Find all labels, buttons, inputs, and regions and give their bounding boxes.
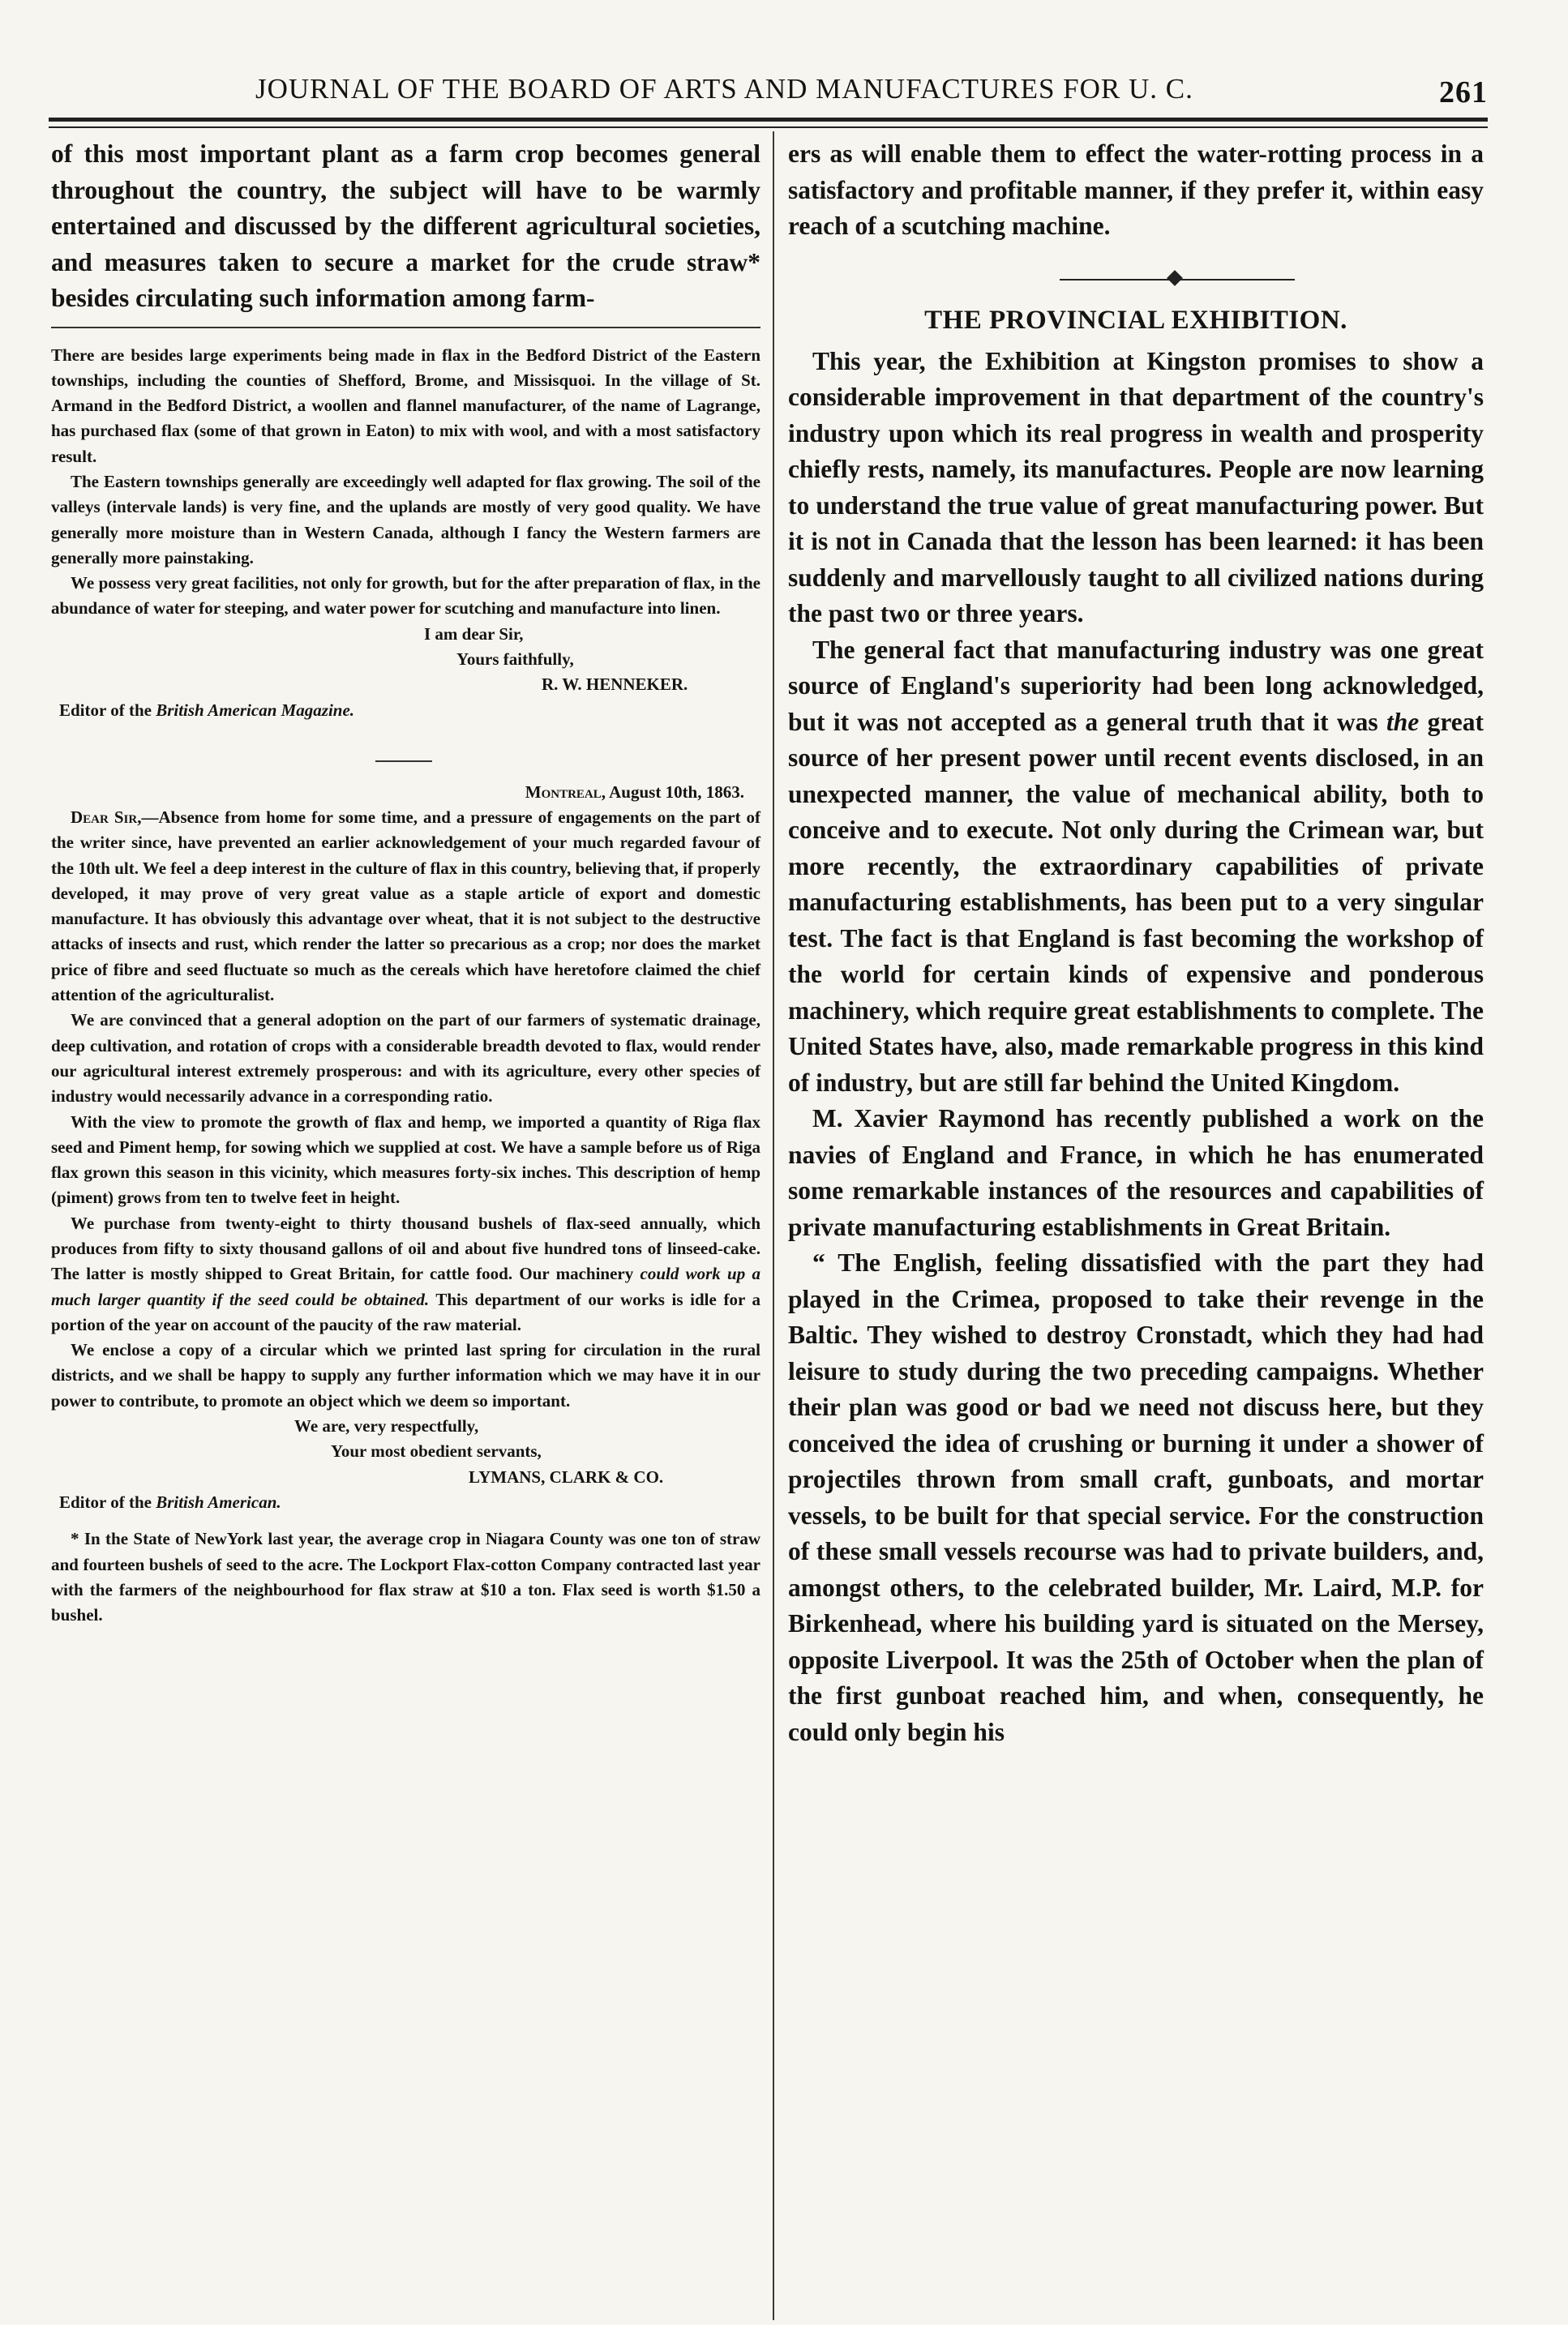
exhibition-paragraph-4: “ The English, feeling dissatisfied with the part they had played in the Crimea, proposed to take their revenge in the Baltic. They wished to destroy Cronstadt, which they had had leisure to study during the two preceding campaigns. Whether their plan was good or bad we need not discuss here, but they conceived the idea of crushing or burning it under a shower of projectiles thrown from small craft, gunboats, and mortar vessels, to be built for that special service. For the construction of these small vessels recourse was had to private builders, and, amongst others, to the celebrated builder, Mr. Laird, M.P. for Birkenhead, where his building yard is situated on the Mersey, opposite Liverpool. It was the 25th of October when the plan of the first gunboat reached him, and when, consequently, he could only begin his xyxy=(788,1248,1484,1746)
right-column xyxy=(788,136,1484,1750)
letter2-paragraph-1: Dear Sir,—Absence from home for some time, and a pressure of engagements on the part of the writer since, have prevented an earlier acknowledgement of your much regarded favour of the 10th ult. We feel a deep interest in the culture of flax in this country, believing that, if properly developed, it may prove of very great value as a staple article of export and domestic manufacture. It has obviously this advantage over wheat, that it is not subject to the destructive attacks of insects and rust, which render the latter so precarious as a crop; nor does the market price of fibre and seed fluctuate so much as the cereals which have heretofore claimed the chief attention of the agriculturalist. xyxy=(51,807,761,1005)
letter1-valediction: Yours faithfully, xyxy=(456,649,574,670)
letter2-paragraph-5: We enclose a copy of a circular which we printed last spring for circulation in the rural districts, and we shall be happy to supply any further information which we may have it in our power to contribute, to promote an object which we deem so important. xyxy=(51,1340,760,1411)
running-header xyxy=(49,66,1488,115)
addressee-prefix: Editor of the xyxy=(59,700,152,720)
henneker-letter xyxy=(51,343,760,723)
right-top-paragraph: ers as will enable them to effect the water-rotting process in a satisfactory and profitable manner, if they prefer it, within easy reach of a scutching machine. xyxy=(788,139,1484,240)
letter2-closing: We are, very respectfully, xyxy=(294,1416,479,1437)
lymans-letter xyxy=(51,780,760,1515)
letter1-paragraph-2: The Eastern townships generally are exceedingly well adapted for flax growing. The soil of the valleys (intervale lands) is very fine, and the uplands are mostly of very good quality. We have generally more moisture than in Western Canada, although I fancy the Western farmers are generally more painstaking. xyxy=(51,471,760,567)
dateline-place: Montreal, xyxy=(525,781,606,802)
letter2-paragraph-4: We purchase from twenty-eight to thirty thousand bushels of flax-seed annually, which produces from fifty to sixty thousand gallons of oil and about five hundred tons of linseed-cake. The latter is mostly shipped to Great Britain, for cattle food. Our machinery could work up a much larger quantity if the seed could be obtained. This department of our works is idle for a portion of the year on account of the paucity of the raw material. xyxy=(51,1213,761,1334)
letter2-valediction: Your most obedient servants, xyxy=(331,1441,542,1462)
letter1-paragraph-3: We possess very great facilities, not only for growth, but for the after preparation of flax, in the abundance of water for steeping, and water power for scutching and manufacture into linen. xyxy=(51,573,760,619)
footnote: * In the State of NewYork last year, the average crop in Niagara County was one ton of straw and fourteen bushels of seed to the acre. The Lockport Flax-cotton Company contracted last year with the farmers of the neighbourhood for flax straw at $10 a ton. Flax seed is worth $1.50 a bushel. xyxy=(51,1529,760,1625)
letter1-closing: I am dear Sir, xyxy=(424,623,524,644)
letter1-signature: R. W. HENNEKER. xyxy=(542,674,688,695)
addressee-publication: British American. xyxy=(156,1492,281,1512)
letter2-signature: LYMANS, CLARK & CO. xyxy=(469,1467,664,1487)
column-divider xyxy=(773,131,774,2320)
letter2-dateline xyxy=(51,780,744,805)
addressee-prefix: Editor of the xyxy=(59,1492,152,1512)
left-top-paragraph: of this most important plant as a farm crop becomes general throughout the country, the subject will have to be warmly entertained and discussed by the different agricultural societies, and measures taken to secure a market for the crude straw* besides circulating such information among farm- xyxy=(51,139,760,312)
footnote-rule xyxy=(51,327,760,328)
left-column xyxy=(51,136,760,1628)
journal-title: JOURNAL OF THE BOARD OF ARTS AND MANUFACTURES FOR U. C. xyxy=(255,73,1193,105)
letter2-addressee xyxy=(51,1490,760,1515)
ornament-diamond-icon xyxy=(1167,270,1183,286)
section-title: THE PROVINCIAL EXHIBITION. xyxy=(924,305,1347,335)
addressee-publication: British American Magazine. xyxy=(156,700,355,720)
dateline-date: August 10th, 1863. xyxy=(609,781,744,802)
letter2-paragraph-3: With the view to promote the growth of flax and hemp, we imported a quantity of Riga flax seed and Piment hemp, for sowing which we supplied at cost. We have a sample before us of Riga flax grown this season in this vicinity, which measures forty-six inches. This description of hemp (piment) grows from ten to twelve feet in height. xyxy=(51,1111,760,1208)
page-number: 261 xyxy=(1439,75,1488,109)
exhibition-paragraph-1: This year, the Exhibition at Kingston promises to show a considerable improvement in that department of the country's industry upon which its real progress in wealth and prosperity chiefly rests, namely, its manufactures. People are now learning to understand the true value of great manufacturing power. But it is not in Canada that the lesson has been learned: it has been suddenly and marvellously taught to all civilized nations during the past two or three years. xyxy=(788,346,1484,627)
header-rule-thick xyxy=(49,118,1488,122)
letter2-salutation: Dear Sir, xyxy=(71,807,142,827)
header-rule-thin xyxy=(49,126,1488,128)
exhibition-paragraph-3: M. Xavier Raymond has recently published a work on the navies of England and France, in which he has enumerated some remarkable instances of the resources and capabilities of private manufacturing establishments in Great Britain. xyxy=(788,1104,1484,1241)
letter-separator xyxy=(375,760,432,762)
letter1-paragraph-1: There are besides large experiments being made in flax in the Bedford District of the Eastern townships, including the counties of Shefford, Brome, and Missisquoi. In the village of St. Armand in the Bedford District, a woollen and flannel manufacturer, of the name of Lagrange, has purchased flax (some of that grown in Eaton) to mix with wool, and with a most satisfactory result. xyxy=(51,345,760,466)
letter1-addressee xyxy=(51,698,760,723)
section-ornament xyxy=(788,263,1484,295)
exhibition-paragraph-2: The general fact that manufacturing industry was one great source of England's superiority had been long acknowledged, but it was not accepted as a general truth that it was the great source of her present power until recent events disclosed, in an unexpected manner, the value of mechanical ability, both to conceive and to execute. Not only during the Crimean war, but more recently, the extraordinary capabilities of private manufacturing establishments, has been put to a very singular test. The fact is that England is fast becoming the workshop of the world for certain kinds of expensive and ponderous machinery, which require great establishments to complete. The United States have, also, made remarkable progress in this kind of industry, but are still far behind the United Kingdom. xyxy=(788,635,1484,1097)
letter2-paragraph-2: We are convinced that a general adoption on the part of our farmers of systematic drainage, deep cultivation, and rotation of crops with a considerable breadth devoted to flax, would render our agricultural interest extremely prosperous: and with its agriculture, every other species of industry would necessarily advance in a corresponding ratio. xyxy=(51,1010,760,1107)
